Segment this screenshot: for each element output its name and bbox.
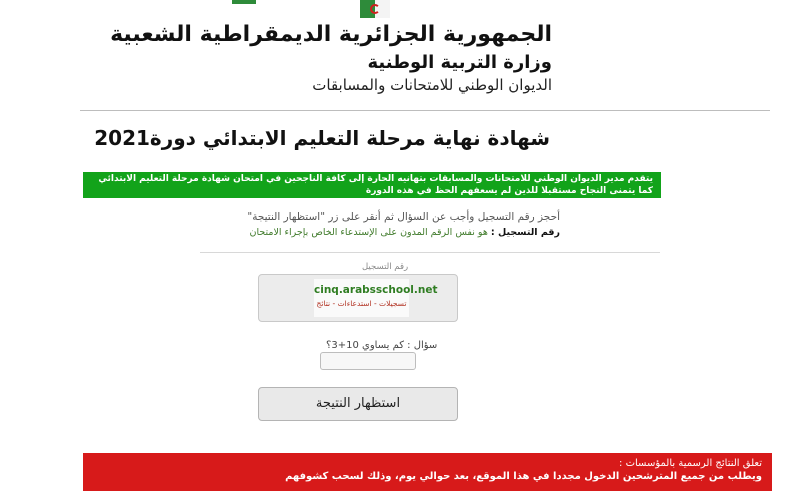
registration-field-label: رقم التسجيل <box>362 262 409 272</box>
captcha-question: سؤال : كم يساوي 10+3؟ <box>326 340 438 351</box>
office-title: الديوان الوطني للامتحانات والمسابقات <box>312 76 552 94</box>
show-result-button[interactable]: استظهار النتيجة <box>258 387 458 421</box>
congrats-line-2: كما يتمنى النجاح مستقبلا للذين لم يسعفهم الحظ في هذه الدورة <box>365 186 653 196</box>
instruction-text: أحجز رقم التسجيل وأجب عن السؤال ثم أنقر على زر "استظهار النتيجة" <box>247 211 560 223</box>
algeria-flag-icon <box>360 0 390 18</box>
notice-line-2: ويطلب من جميع المترشحين الدخول مجددا في هذا الموقع، بعد حوالي يوم، وذلك لسحب كشوفهم <box>285 471 762 482</box>
flag-fragment-left <box>232 0 256 4</box>
watermark-subtitle: تسجيلات - استدعاءات - نتائج <box>316 299 407 308</box>
site-watermark <box>314 279 438 317</box>
registration-number-input[interactable] <box>258 274 458 322</box>
registration-note-label: رقم التسجيل : <box>490 227 560 238</box>
republic-title: الجمهورية الجزائرية الديمقراطية الشعبية <box>110 22 552 47</box>
exam-title: شهادة نهاية مرحلة التعليم الابتدائي دورة2021 <box>94 126 550 150</box>
captcha-answer-input[interactable] <box>320 352 416 370</box>
notice-banner <box>83 453 772 491</box>
registration-note-text: هو نفس الرقم المدون على الإستدعاء الخاص بإجراء الامتحان <box>249 227 488 238</box>
congrats-line-1: يتقدم مدير الديوان الوطني للامتحانات والمسابقات بتهانيه الحارة إلى كافة الناجحين في امتحان شهادة مرحلة التعليم الابتدائي <box>98 174 653 184</box>
watermark-site: cinq.arabsschool.net <box>314 284 438 296</box>
header-divider <box>80 110 770 111</box>
congrats-banner <box>83 172 661 198</box>
notice-line-1: تعلق النتائج الرسمية بالمؤسسات : <box>619 458 762 469</box>
form-divider <box>200 252 660 253</box>
ministry-title: وزارة التربية الوطنية <box>367 52 552 73</box>
registration-note <box>250 227 560 238</box>
